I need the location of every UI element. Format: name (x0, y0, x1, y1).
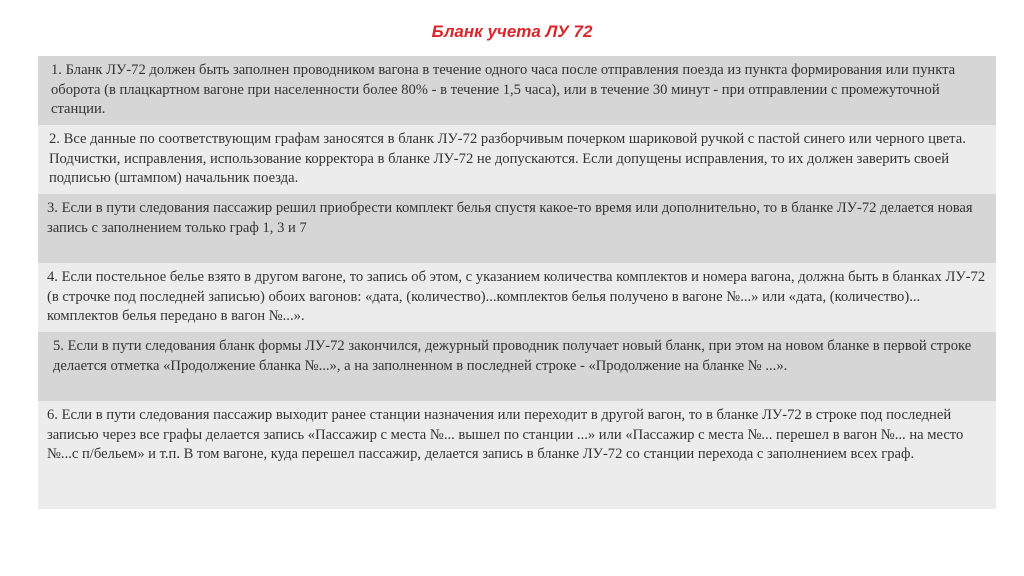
table-row: 6. Если в пути следования пассажир выходит ранее станции назначения или переходит в другой вагон, то в бланке ЛУ-72 в строке под последней записью через все графы делается запись «Пассажир с места №... вышел по станции ...» или «Пассажир с места №... перешел в вагон №... на место №...с п/бельем» и т.п. В том вагоне, куда перешел пассажир, делается запись в бланке ЛУ-72 со станции перехода с заполнением всех граф. (38, 401, 996, 509)
page-title: Бланк учета ЛУ 72 (431, 22, 593, 41)
table-row: 1. Бланк ЛУ-72 должен быть заполнен проводником вагона в течение одного часа после отправления поезда из пункта формирования или пункта оборота (в плацкартном вагоне при населенности более 80% - в течение 1,5 часа), или в течение 30 минут - при отправлении с промежуточной станции. (38, 56, 996, 125)
table-row: 2. Все данные по соответствующим графам заносятся в бланк ЛУ-72 разборчивым почерком шариковой ручкой с пастой синего или черного цвета. Подчистки, исправления, использование корректора в бланке ЛУ-72 не допускаются. Если допущены исправления, то их должен заверить своей подписью (штампом) начальник поезда. (38, 125, 996, 194)
table-row: 4. Если постельное белье взято в другом вагоне, то запись об этом, с указанием количества комплектов и номера вагона, должна быть в бланках ЛУ-72 (в строчке под последней записью) обоих вагонов: «дата, (количество)...комплектов белья получено в вагоне №...» или «дата, (количество)... комплектов белья передано в вагон №...». (38, 263, 996, 332)
table-row: 5. Если в пути следования бланк формы ЛУ-72 закончился, дежурный проводник получает новый бланк, при этом на новом бланке в первой строке делается отметка «Продолжение бланка №...», а на заполненном в последней строке - «Продолжение на бланке № ...». (38, 332, 996, 401)
table-row: 3. Если в пути следования пассажир решил приобрести комплект белья спустя какое-то время или дополнительно, то в бланке ЛУ-72 делается новая запись с заполнением только граф 1, 3 и 7 (38, 194, 996, 263)
rules-table (38, 56, 996, 509)
